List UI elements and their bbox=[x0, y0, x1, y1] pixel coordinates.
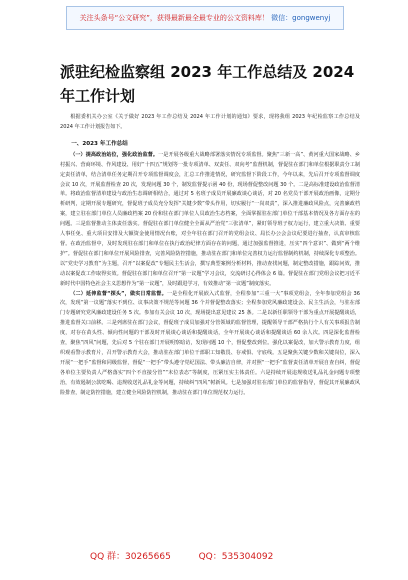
subsection-paragraph-2 bbox=[60, 290, 360, 399]
document-body bbox=[60, 113, 360, 398]
subsection-heading-1: （一）提高政治站位，强化政治监督。 bbox=[70, 151, 159, 158]
subsection-body-1: 一是开展各级重大战略部署落实情况专项监督。聚焦“三新一高”、黄河重大国家战略、乡村振兴、营商环境、作风建设、用好“十四五”规划等一批专项清单、双责任、双向考“监督机制，督促驻在部门和单位根据职责分工制定责任清单，结合清单任务定期召开专项监督调度会，汇总工作推进情况，研究监督下阶段工作，今年以来，先后召开专项监督调度会议 10 次，开展监督检查 20 次，发现问题 30 个，制发监督提示函 40 份，现场督促整改问题 30 个。二是高标准建设政治监督清单。将政治监督清单建设与政治生态调研相结合，通过对 5 名班子成员开展廉政谈心谈话，对 20 名党员干部开展政治画像，定期分析研判，定期开展专题研究，督促班子成员充分发挥“关键少数”带头作用，切实履行“一岗双责”，深入推进廉政风险点，完善廉政档案，建立驻在部门单位人员廉政档案 20 份和驻在部门单位人员政治生态档案，全面掌握驻在部门单位干部基本情况及各方面存在的问题。三是监督推动主体责任落实。督促驻在部门单位健全全面从严治党“三张清单”，紧盯领导班子权力运行，建立重大决策、重要人事任免、重大项目安排及大额资金使用情况台账，对全年驻在部门召开的党组会议、局长办公会会议纪要进行抽查，认真审核监督。在政治监督中，及时发现驻在部门和单位在执行政治纪律方面存在的问题，通过加强监督推进，压实“四个意识”、做到“两个维护”。督促驻在部门和单位开展风险排查，完善风险防控措施，推动驻在部门和单位完善权力运行监督制约机制，持续深化专项整治。以“党史学习教育”为主题，召开“以案促改”专题民主生活会，撰写典型案例分析材料，推动查找问题，制定整改措施，跟踪问效，推动以案促改工作取得实效。督促驻在部门和单位召开“第一议题”学习会议，交流研讨心得体会 6 篇。督促驻在部门党组会议把习近平新时代中国特色社会主义思想作为“第一议题”，及时跟进学习，有效推动“第一议题”制度落实。 bbox=[60, 151, 360, 287]
header-banner[interactable] bbox=[66, 6, 344, 30]
banner-contact[interactable]: 微信：gongwenyj bbox=[271, 14, 331, 22]
banner-text: 关注头条号“公文研究”，获得最新最全最专业的公文资料库！ bbox=[79, 14, 269, 22]
footer-contact bbox=[90, 551, 330, 563]
subsection-heading-2: （二）延伸监督“探头”，做实日常监督。 bbox=[70, 290, 167, 297]
footer-qq: QQ：535304092 bbox=[198, 552, 274, 562]
footer-qq-group: QQ 群：30265665 bbox=[90, 552, 171, 562]
section-heading: 一、2023 年工作总结 bbox=[71, 140, 128, 147]
document-title: 派驻纪检监察组 2023 年工作总结及 2024 年工作计划 bbox=[60, 63, 355, 105]
subsection-body-2: 一是全程化开展嵌入式监督，全程参加“三重一大”事项党组会，全年参加党组会 36 次，发现“第一议题”落实不到位、议事决策不规范等问题 36 个并督促整改落实；全程参加党风廉政建设会、民主生活会，与驻在部门专题研究党风廉政建设任务 5 次。参加有关会议 10 次，现场提出意见建议 25 条。二是以新任职领导干部为重点开展提醒谈话，推进监督关口前移。三是列席驻在部门会议，督促班子成员加强对分管领域的监督管理，提醒领导干部严格执行个人有关事项报告制度，对存在苗头性、倾向性问题的干部及时开展谈心谈话和提醒谈话，全年开展谈心谈话和提醒谈话 60 余人次。四是深化监督检查，聚焦“四风”问题，先后对 5 个驻在部门开展明察暗访，发现问题 10 个，督促整改到位。强化以案促改，加大警示教育力度，组织观看警示教育片，召开警示教育大会，推动驻在部门单位干部职工知敬畏、存戒惧、守底线。五是聚焦关键少数和关键岗位，深入开展“一把手”监督和同级监督，督促“一把手”带头遵守党纪国法、带头廉洁自律，并对照“一把手”监督责任清单开展自查自纠，督促各单位主要负责人严格落实“四个不直接分管”“末位表态”等制度，压紧压实主体责任。六是持续开展违规收送礼品礼金问题专项整治，有效遏制公款吃喝、违规收送礼品礼金等问题，持续纠“四风”树新风。七是加强对驻在部门单位的监督指导，督促其开展廉政风险排查，制定防控措施，建立健全风险防控机制，推动驻在部门单位规范权力运行。 bbox=[60, 290, 360, 396]
subsection-paragraph-1 bbox=[60, 151, 360, 290]
intro-paragraph: 根据委机关办公室《关于做好 2023 年工作总结及 2024 年工作计划的通知》要求，现将我组 2023 年纪检监察工作总结及 2024 年工作计划报告如下。 bbox=[60, 114, 360, 130]
